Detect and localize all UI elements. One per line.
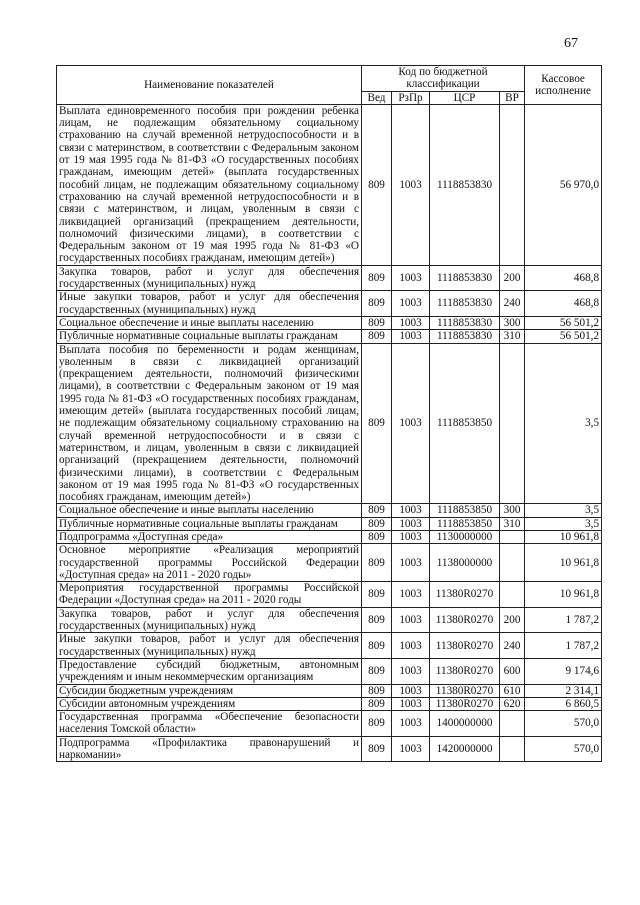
row-ved: 809 bbox=[362, 697, 392, 710]
row-ved: 809 bbox=[362, 316, 392, 329]
row-amount: 6 860,5 bbox=[525, 697, 602, 710]
row-ved: 809 bbox=[362, 330, 392, 343]
table-row bbox=[57, 343, 602, 504]
table-body bbox=[57, 104, 602, 761]
table-row bbox=[57, 104, 602, 265]
row-vr bbox=[500, 104, 525, 265]
row-csr: 1420000000 bbox=[430, 736, 500, 762]
row-rzpr: 1003 bbox=[392, 711, 430, 737]
header-vr: ВР bbox=[500, 91, 525, 104]
row-vr: 310 bbox=[500, 330, 525, 343]
table-row bbox=[57, 658, 602, 684]
row-vr: 310 bbox=[500, 517, 525, 530]
row-csr: 1130000000 bbox=[430, 530, 500, 543]
row-name: Субсидии автономным учреждениям bbox=[57, 697, 362, 710]
row-vr: 240 bbox=[500, 633, 525, 659]
table-row bbox=[57, 711, 602, 737]
row-amount: 3,5 bbox=[525, 343, 602, 504]
row-amount: 468,8 bbox=[525, 291, 602, 317]
row-rzpr: 1003 bbox=[392, 104, 430, 265]
row-ved: 809 bbox=[362, 582, 392, 608]
table-row bbox=[57, 316, 602, 329]
row-name: Социальное обеспечение и иные выплаты населению bbox=[57, 316, 362, 329]
row-name: Подпрограмма «Доступная среда» bbox=[57, 530, 362, 543]
row-name: Закупка товаров, работ и услуг для обеспечения государственных (муниципальных) нужд bbox=[57, 607, 362, 633]
row-csr: 1118853850 bbox=[430, 343, 500, 504]
row-name: Иные закупки товаров, работ и услуг для обеспечения государственных (муниципальных) нужд bbox=[57, 291, 362, 317]
header-csr: ЦСР bbox=[430, 91, 500, 104]
table-row bbox=[57, 330, 602, 343]
row-rzpr: 1003 bbox=[392, 517, 430, 530]
row-amount: 56 501,2 bbox=[525, 316, 602, 329]
budget-table bbox=[56, 65, 602, 762]
row-amount: 570,0 bbox=[525, 736, 602, 762]
row-rzpr: 1003 bbox=[392, 530, 430, 543]
row-csr: 11380R0270 bbox=[430, 607, 500, 633]
table-row bbox=[57, 291, 602, 317]
header-rzpr: РзПр bbox=[392, 91, 430, 104]
row-csr: 1118853830 bbox=[430, 330, 500, 343]
row-name: Субсидии бюджетным учреждениям bbox=[57, 684, 362, 697]
row-csr: 1400000000 bbox=[430, 711, 500, 737]
row-vr: 200 bbox=[500, 607, 525, 633]
row-vr bbox=[500, 711, 525, 737]
row-vr bbox=[500, 736, 525, 762]
row-csr: 11380R0270 bbox=[430, 697, 500, 710]
page-number: 67 bbox=[564, 36, 578, 51]
table-row bbox=[57, 504, 602, 517]
row-amount: 468,8 bbox=[525, 265, 602, 291]
row-amount: 570,0 bbox=[525, 711, 602, 737]
row-amount: 1 787,2 bbox=[525, 607, 602, 633]
row-ved: 809 bbox=[362, 633, 392, 659]
row-ved: 809 bbox=[362, 544, 392, 582]
row-ved: 809 bbox=[362, 265, 392, 291]
row-amount: 56 501,2 bbox=[525, 330, 602, 343]
row-vr bbox=[500, 343, 525, 504]
row-rzpr: 1003 bbox=[392, 582, 430, 608]
row-name: Предоставление субсидий бюджетным, автономным учреждениям и иным некоммерческим организациям bbox=[57, 658, 362, 684]
row-rzpr: 1003 bbox=[392, 736, 430, 762]
row-ved: 809 bbox=[362, 504, 392, 517]
row-csr: 1118853850 bbox=[430, 504, 500, 517]
row-rzpr: 1003 bbox=[392, 316, 430, 329]
row-ved: 809 bbox=[362, 517, 392, 530]
row-csr: 1118853830 bbox=[430, 316, 500, 329]
row-amount: 10 961,8 bbox=[525, 544, 602, 582]
row-vr: 620 bbox=[500, 697, 525, 710]
row-name: Иные закупки товаров, работ и услуг для обеспечения государственных (муниципальных) нужд bbox=[57, 633, 362, 659]
header-code-group: Код по бюджетной классификации bbox=[362, 66, 525, 92]
row-amount: 10 961,8 bbox=[525, 582, 602, 608]
table-row bbox=[57, 517, 602, 530]
row-name: Государственная программа «Обеспечение безопасности населения Томской области» bbox=[57, 711, 362, 737]
row-ved: 809 bbox=[362, 711, 392, 737]
row-vr: 300 bbox=[500, 316, 525, 329]
row-ved: 809 bbox=[362, 104, 392, 265]
row-amount: 3,5 bbox=[525, 517, 602, 530]
row-rzpr: 1003 bbox=[392, 504, 430, 517]
row-rzpr: 1003 bbox=[392, 544, 430, 582]
table-row bbox=[57, 530, 602, 543]
row-amount: 3,5 bbox=[525, 504, 602, 517]
row-vr: 610 bbox=[500, 684, 525, 697]
row-rzpr: 1003 bbox=[392, 343, 430, 504]
header-amount: Кассовое исполнение bbox=[525, 66, 602, 105]
row-amount: 1 787,2 bbox=[525, 633, 602, 659]
header-ved: Вед bbox=[362, 91, 392, 104]
row-rzpr: 1003 bbox=[392, 684, 430, 697]
row-ved: 809 bbox=[362, 736, 392, 762]
row-name: Публичные нормативные социальные выплаты гражданам bbox=[57, 517, 362, 530]
row-amount: 2 314,1 bbox=[525, 684, 602, 697]
row-name: Выплата единовременного пособия при рождении ребенка лицам, не подлежащим обязательному социальному страхованию на случай временной нетрудоспособности и в связи с материнством, в соответствии с Федеральным законом от 19 мая 1995 года № 81-ФЗ «О государственных пособиях гражданам, имеющим детей» (выплата государственных пособий лицам, не подлежащим обязательному социальному страхованию на случай временной нетрудоспособности и в связи с материнством, и лицам, уволенным в связи с ликвидацией организаций (прекращением деятельности, полномочий физическими лицами), в соответствии с Федеральным законом от 19 мая 1995 года № 81-ФЗ «О государственных пособиях гражданам, имеющим детей») bbox=[57, 104, 362, 265]
row-rzpr: 1003 bbox=[392, 697, 430, 710]
row-ved: 809 bbox=[362, 530, 392, 543]
row-ved: 809 bbox=[362, 291, 392, 317]
row-name: Мероприятия государственной программы Российской Федерации «Доступная среда» на 2011 - 2020 годы bbox=[57, 582, 362, 608]
table-row bbox=[57, 544, 602, 582]
row-vr: 200 bbox=[500, 265, 525, 291]
row-amount: 10 961,8 bbox=[525, 530, 602, 543]
row-vr: 600 bbox=[500, 658, 525, 684]
row-rzpr: 1003 bbox=[392, 265, 430, 291]
table-row bbox=[57, 582, 602, 608]
row-name: Выплата пособия по беременности и родам женщинам, уволенным в связи с ликвидацией организаций (прекращением деятельности, полномочий физическими лицами), в соответствии с Федеральным законом от 19 мая 1995 года № 81-ФЗ «О государственных пособиях гражданам, имеющим детей» (выплата государственных пособий лицам, не подлежащим обязательному социальному страхованию на случай временной нетрудоспособности и в связи с материнством, и лицам, уволенным в связи с ликвидацией организаций (прекращением деятельности, полномочий физическими лицами), в соответствии с Федеральным законом от 19 мая 1995 года № 81-ФЗ «О государственных пособиях гражданам, имеющим детей») bbox=[57, 343, 362, 504]
table-row bbox=[57, 697, 602, 710]
row-ved: 809 bbox=[362, 343, 392, 504]
table-row bbox=[57, 736, 602, 762]
row-vr bbox=[500, 544, 525, 582]
row-csr: 11380R0270 bbox=[430, 684, 500, 697]
row-name: Подпрограмма «Профилактика правонарушений и наркомании» bbox=[57, 736, 362, 762]
row-amount: 56 970,0 bbox=[525, 104, 602, 265]
row-rzpr: 1003 bbox=[392, 291, 430, 317]
header-name: Наименование показателей bbox=[57, 66, 362, 105]
row-vr bbox=[500, 530, 525, 543]
row-vr bbox=[500, 582, 525, 608]
table-row bbox=[57, 607, 602, 633]
row-ved: 809 bbox=[362, 684, 392, 697]
row-csr: 1118853830 bbox=[430, 104, 500, 265]
row-name: Публичные нормативные социальные выплаты гражданам bbox=[57, 330, 362, 343]
table-row bbox=[57, 265, 602, 291]
row-ved: 809 bbox=[362, 658, 392, 684]
row-csr: 1138000000 bbox=[430, 544, 500, 582]
row-amount: 9 174,6 bbox=[525, 658, 602, 684]
table-row bbox=[57, 633, 602, 659]
table-row bbox=[57, 684, 602, 697]
row-vr: 240 bbox=[500, 291, 525, 317]
row-name: Социальное обеспечение и иные выплаты населению bbox=[57, 504, 362, 517]
row-name: Закупка товаров, работ и услуг для обеспечения государственных (муниципальных) нужд bbox=[57, 265, 362, 291]
row-rzpr: 1003 bbox=[392, 658, 430, 684]
row-csr: 11380R0270 bbox=[430, 582, 500, 608]
row-rzpr: 1003 bbox=[392, 607, 430, 633]
row-csr: 11380R0270 bbox=[430, 658, 500, 684]
row-csr: 1118853830 bbox=[430, 291, 500, 317]
row-csr: 11380R0270 bbox=[430, 633, 500, 659]
row-rzpr: 1003 bbox=[392, 633, 430, 659]
row-csr: 1118853830 bbox=[430, 265, 500, 291]
row-vr: 300 bbox=[500, 504, 525, 517]
row-name: Основное мероприятие «Реализация мероприятий государственной программы Российской Федерации «Доступная среда» на 2011 - 2020 годы» bbox=[57, 544, 362, 582]
row-csr: 1118853850 bbox=[430, 517, 500, 530]
row-rzpr: 1003 bbox=[392, 330, 430, 343]
row-ved: 809 bbox=[362, 607, 392, 633]
